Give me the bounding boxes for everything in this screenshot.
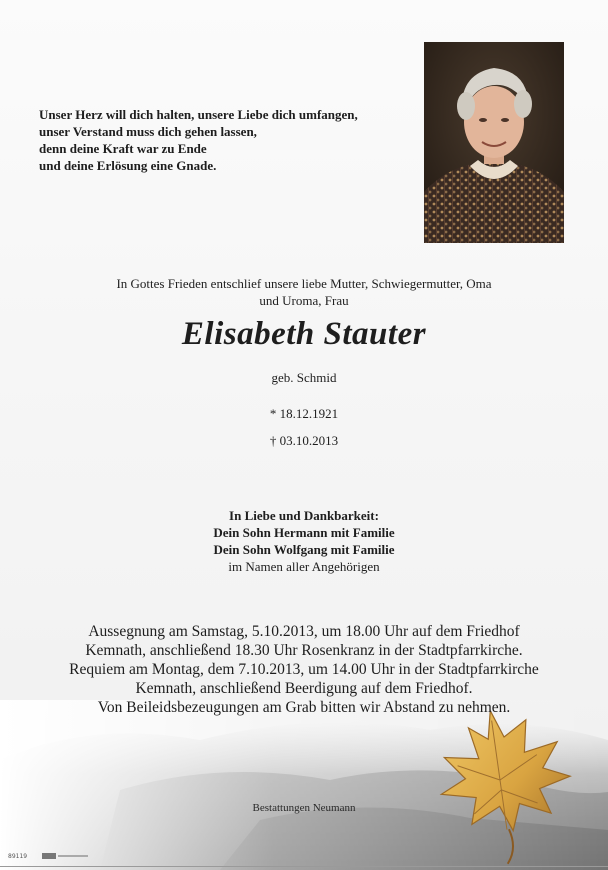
quote-line: Unser Herz will dich halten, unsere Liebe dich umfangen, (39, 107, 358, 122)
service-line: Kemnath, anschließend Beerdigung auf dem Friedhof. (135, 680, 473, 697)
service-line: Kemnath, anschließend 18.30 Uhr Rosenkranz in der Stadtpfarrkirche. (85, 642, 523, 659)
printer-logo-icon (42, 852, 92, 860)
announcement-line: In Gottes Frieden entschlief unsere liebe Mutter, Schwiegermutter, Oma (116, 276, 492, 291)
mourners-block (100, 507, 508, 575)
quote-block (39, 106, 419, 174)
death-date: † 03.10.2013 (269, 433, 339, 448)
service-line: Von Beileidsbezeugungen am Grab bitten wir Abstand zu nehmen. (97, 699, 511, 716)
document-code: 89119 (8, 853, 28, 860)
maiden-name: geb. Schmid (271, 370, 337, 385)
quote-line: und deine Erlösung eine Gnade. (39, 158, 217, 173)
service-line: Aussegnung am Samstag, 5.10.2013, um 18.00 Uhr auf dem Friedhof (88, 623, 520, 640)
mourner-line: im Namen aller Angehörigen (228, 559, 380, 574)
quote-line: denn deine Kraft war zu Ende (39, 141, 207, 156)
quote-line: unser Verstand muss dich gehen lassen, (39, 124, 257, 139)
service-details (20, 622, 588, 717)
mourner-line: Dein Sohn Wolfgang mit Familie (213, 542, 395, 557)
deceased-name: Elisabeth Stauter (181, 316, 427, 352)
mourner-line: Dein Sohn Hermann mit Familie (213, 525, 395, 540)
stone-leaf-illustration (0, 700, 608, 870)
funeral-home-name: Bestattungen Neumann (252, 802, 356, 814)
announcement-line: und Uroma, Frau (259, 293, 349, 308)
announcement-text (60, 275, 548, 309)
portrait-photo-drawing (424, 42, 564, 243)
bottom-divider (0, 866, 608, 867)
mourners-heading: In Liebe und Dankbarkeit: (229, 508, 379, 523)
service-line: Requiem am Montag, dem 7.10.2013, um 14.00 Uhr in der Stadtpfarrkirche (69, 661, 539, 678)
birth-date: * 18.12.1921 (269, 406, 339, 421)
portrait-photo (424, 42, 564, 243)
